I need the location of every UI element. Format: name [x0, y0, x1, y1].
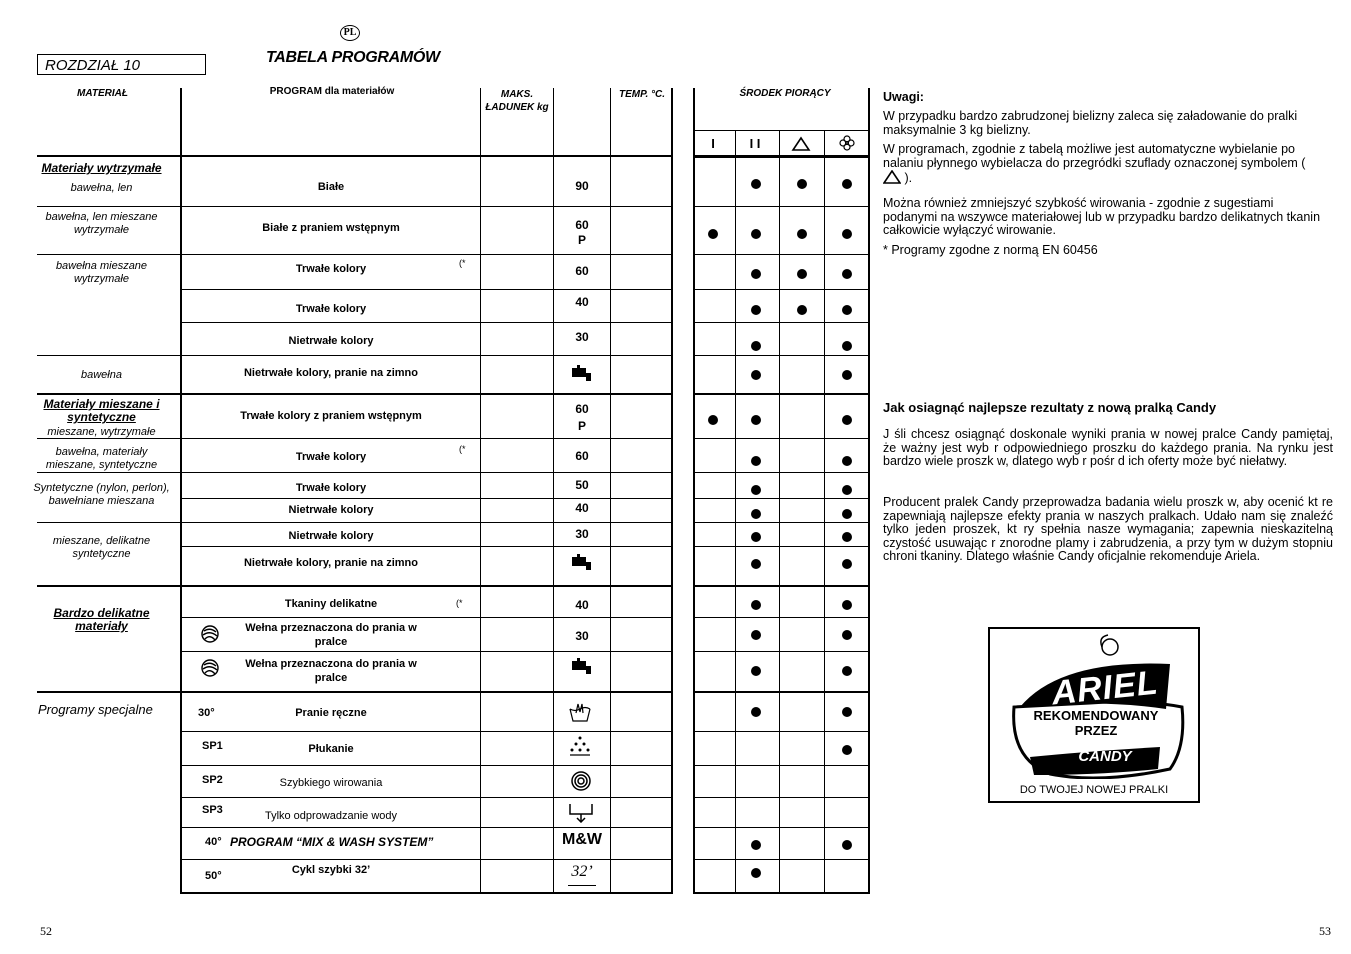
table-rule — [182, 892, 673, 894]
material-label: bawełna — [81, 369, 122, 381]
load-value: 60 P — [575, 218, 589, 247]
table-divider — [480, 88, 481, 894]
table-rule — [37, 522, 673, 523]
load-value: 60 P — [575, 402, 589, 433]
table-rule — [37, 393, 673, 395]
program-name: Nietrwałe kolory, pranie na zimno — [243, 557, 418, 569]
load-value: 30 — [575, 330, 589, 344]
wool-icon — [200, 624, 220, 644]
table-rule — [182, 498, 673, 499]
detergent-dot — [842, 370, 852, 380]
star-note: (* — [459, 258, 466, 268]
program-name: Tkaniny delikatne — [284, 598, 378, 610]
load-value: 40 — [575, 295, 589, 309]
table-rule — [37, 691, 673, 693]
detergent-dot — [842, 745, 852, 755]
table-rule — [37, 355, 673, 356]
page-number-left: 52 — [40, 924, 52, 938]
program-name: Białe z praniem wstępnym — [262, 222, 400, 234]
candy-brand: CANDY — [1078, 748, 1132, 765]
detergent-dot — [842, 532, 852, 542]
material-label: bawełna, len mieszane wytrzymałe — [45, 211, 158, 236]
detergent-dot — [751, 485, 761, 495]
detergent-dot — [751, 269, 761, 279]
ariel-caption: DO TWOJEJ NOWEJ PRALKI — [1019, 784, 1169, 796]
table-rule — [182, 859, 673, 860]
notes-paragraph: W przypadku bardzo zabrudzonej bielizny zaleca się załadowanie do pralki maksymalnie 3 kg bielizny. — [883, 109, 1298, 137]
wool-icon — [200, 658, 220, 678]
detergent-dot — [797, 179, 807, 189]
table-rule — [182, 797, 673, 798]
ariel-recommended: REKOMENDOWANY — [1033, 708, 1159, 723]
table-rule — [182, 289, 673, 290]
program-name: Nietrwałe kolory, pranie na zimno — [243, 367, 418, 379]
detergent-dot — [842, 179, 852, 189]
table-rule — [695, 393, 870, 395]
spin-icon — [570, 770, 592, 792]
table-divider — [779, 130, 780, 894]
cold-water-tap-icon — [571, 553, 595, 573]
program-name: Nietrwałe kolory — [288, 504, 374, 516]
detergent-dot — [842, 456, 852, 466]
table-divider — [695, 157, 870, 158]
table-rule — [695, 498, 870, 499]
material-label: bawełna, len — [70, 182, 133, 194]
notes-paragraph: * Programy zgodne z normą EN 60456 — [883, 243, 1098, 257]
program-name: Wełna przeznaczona do prania w pralce — [245, 622, 417, 648]
detergent-dot — [842, 600, 852, 610]
detergent-dot — [842, 707, 852, 717]
program-name: Trwałe kolory — [295, 451, 367, 463]
table-rule — [695, 765, 870, 766]
table-divider — [610, 88, 611, 894]
material-label: Programy specjalne — [38, 702, 153, 717]
bleach-triangle-icon — [791, 136, 811, 152]
header-material: MATERIAŁ — [77, 88, 128, 99]
star-note: (* — [459, 444, 466, 454]
table-rule — [695, 731, 870, 732]
detergent-dot — [842, 485, 852, 495]
material-label: bawełna, materiały mieszane, syntetyczne — [45, 446, 158, 471]
detergent-dot — [751, 840, 761, 850]
detergent-dot — [751, 559, 761, 569]
table-rule — [695, 859, 870, 860]
load-value: M&W — [562, 831, 602, 848]
table-rule — [695, 892, 870, 894]
ariel-by: PRZEZ — [1074, 723, 1118, 738]
rinse-icon — [569, 735, 591, 759]
table-rule — [695, 651, 870, 652]
load-value: 60 — [575, 449, 589, 463]
material-category: Materiały wytrzymałe — [41, 161, 162, 175]
load-value: 60 — [575, 264, 589, 278]
program-name: Nietrwałe kolory — [288, 335, 374, 347]
table-divider — [693, 88, 695, 894]
program-name: Cykl szybki 32’ — [291, 864, 371, 876]
candy-paragraph: Producent pralek Candy przeprowadza badania wielu proszk w, aby ocenić kt re zapewniają najlepsze efekty prania w naszych pralkach. Udało nam się znaleźć tylko jeden proszek, kt ry spełnia nasze wymagania; zapewnia nieskazitelną czystość usuwając r znorodne plamy i zabrudzenia, a przy tym w dużym stopniu chroni tkaniny. Dlatego właśnie Candy oficjalnie rekomenduje Ariela. — [883, 495, 1333, 563]
table-rule — [695, 617, 870, 618]
program-code: SP3 — [202, 804, 223, 816]
load-value: 90 — [575, 179, 589, 193]
detergent-dot — [842, 630, 852, 640]
detergent-dot — [751, 415, 761, 425]
material-label: Syntetyczne (nylon, perlon), bawełniane mieszana — [33, 482, 170, 507]
material-label: mieszane, wytrzymałe — [47, 426, 156, 438]
program-code: SP2 — [202, 774, 223, 786]
table-divider — [695, 130, 870, 131]
table-rule — [37, 155, 673, 157]
table-rule — [182, 731, 673, 732]
table-divider — [824, 130, 825, 894]
table-rule — [695, 797, 870, 798]
chapter-label: ROZDZIAŁ 10 — [37, 54, 206, 75]
program-name: Pranie ręczne — [295, 707, 367, 719]
header-program: PROGRAM dla materiałów — [269, 86, 395, 97]
table-rule — [182, 651, 673, 652]
material-category: Bardzo delikatne materiały — [53, 606, 150, 633]
table-rule — [695, 522, 870, 523]
table-rule — [182, 765, 673, 766]
detergent-dot — [842, 509, 852, 519]
program-name: Trwałe kolory — [295, 482, 367, 494]
program-name: Trwałe kolory z praniem wstępnym — [240, 410, 422, 422]
header-temp: TEMP. °C. — [618, 89, 666, 100]
language-badge: PL — [340, 25, 360, 41]
program-name: Białe — [317, 181, 345, 193]
material-label: bawełna mieszane wytrzymałe — [55, 260, 148, 285]
table-divider — [671, 88, 673, 894]
program-name: Tylko odprowadzanie wody — [264, 810, 398, 822]
load-value: 50 — [575, 478, 589, 492]
cold-water-tap-icon — [571, 364, 595, 384]
table-divider — [735, 130, 736, 894]
program-name: Płukanie — [308, 743, 354, 755]
hand-wash-icon — [567, 700, 593, 724]
table-rule — [695, 254, 870, 255]
candy-title: Jak osiagnąć najlepsze rezultaty z nową pralką Candy — [883, 400, 1217, 415]
table-rule — [37, 472, 673, 473]
table-rule — [695, 289, 870, 290]
notes-paragraph — [883, 143, 1323, 186]
header-detergent: ŚRODEK PIORĄCY — [739, 88, 831, 99]
notes-text: ). — [904, 171, 913, 185]
table-rule — [695, 322, 870, 323]
page-number-right: 53 — [1319, 924, 1331, 938]
detergent-dot — [842, 415, 852, 425]
drain-icon — [568, 801, 594, 823]
detergent-dot — [751, 630, 761, 640]
notes-text: W programach, zgodnie z tabelą możliwe jest automatyczne wybielanie po nalaniu płynnego wybielacza do przegródki szuflady oznaczonej symbolem ( — [883, 142, 1306, 170]
detergent-dot — [842, 341, 852, 351]
softener-flower-icon — [839, 135, 855, 151]
detergent-dot — [797, 229, 807, 239]
load-value: 40 — [575, 501, 589, 515]
program-name: Trwałe kolory — [295, 263, 367, 275]
table-rule — [37, 254, 673, 255]
program-name: Wełna przeznaczona do prania w pralce — [245, 658, 417, 684]
detergent-col-main: I I — [749, 136, 761, 151]
table-rule — [695, 827, 870, 828]
table-rule — [182, 617, 673, 618]
load-value: 30 — [575, 629, 589, 643]
ariel-brand: ARIEL — [1049, 663, 1161, 713]
detergent-dot — [708, 229, 718, 239]
quick-32-icon: 32’ — [568, 863, 596, 886]
detergent-col-prewash: I — [711, 136, 715, 151]
material-category: Materiały mieszane i syntetyczne — [43, 397, 160, 424]
detergent-dot — [708, 415, 718, 425]
detergent-dot — [751, 179, 761, 189]
load-value: 30 — [575, 527, 589, 541]
table-rule — [695, 546, 870, 547]
material-label: mieszane, delikatne syntetyczne — [52, 535, 151, 560]
notes-title: Uwagi: — [883, 90, 924, 104]
detergent-dot — [751, 666, 761, 676]
table-rule — [695, 155, 870, 157]
detergent-dot — [842, 559, 852, 569]
table-divider — [868, 88, 870, 894]
header-load: MAKS. ŁADUNEK kg — [485, 89, 549, 113]
table-rule — [182, 827, 673, 828]
detergent-dot — [797, 269, 807, 279]
detergent-dot — [751, 229, 761, 239]
table-rule — [37, 585, 673, 587]
detergent-dot — [751, 305, 761, 315]
detergent-dot — [751, 509, 761, 519]
detergent-dot — [797, 305, 807, 315]
detergent-dot — [751, 600, 761, 610]
program-code: 40° — [205, 836, 222, 848]
program-name: PROGRAM “MIX & WASH SYSTEM” — [230, 835, 434, 849]
detergent-dot — [751, 456, 761, 466]
detergent-dot — [842, 269, 852, 279]
notes-paragraph: Można również zmniejszyć szybkość wirowania - zgodnie z sugestiami podanymi na wszywce materiałowej lub w przypadku bardzo delikatnych tkanin całkowicie wyłączyć wirowanie. — [883, 196, 1321, 237]
star-note: (* — [456, 598, 463, 608]
program-code: SP1 — [202, 740, 223, 752]
table-rule — [695, 355, 870, 356]
detergent-dot — [751, 868, 761, 878]
program-code: 50° — [205, 870, 222, 882]
detergent-dot — [842, 229, 852, 239]
detergent-dot — [751, 370, 761, 380]
detergent-dot — [842, 840, 852, 850]
table-rule — [182, 546, 673, 547]
table-rule — [182, 322, 673, 323]
table-rule — [695, 438, 870, 439]
ariel-logo-box — [988, 627, 1200, 803]
program-name: Nietrwałe kolory — [288, 530, 374, 542]
detergent-dot — [751, 341, 761, 351]
detergent-dot — [842, 305, 852, 315]
table-rule — [695, 206, 870, 207]
detergent-dot — [751, 532, 761, 542]
table-rule — [695, 585, 870, 587]
cold-water-tap-icon — [571, 657, 595, 677]
table-rule — [695, 691, 870, 693]
program-name: Trwałe kolory — [295, 303, 367, 315]
table-rule — [37, 206, 673, 207]
program-name: Szybkiego wirowania — [279, 777, 383, 789]
load-value: 40 — [575, 598, 589, 612]
candy-paragraph: J śli chcesz osiągnąć doskonale wyniki prania w nowej pralce Candy pamiętaj, że ważny jest wyb r odpowiedniego proszku do każdego prania. Na rynku jest bardzo wiele proszk w, dlatego wyb r pośr d ich oferty może być niełatwy. — [883, 427, 1333, 468]
detergent-dot — [842, 666, 852, 676]
bleach-triangle-icon — [883, 170, 901, 184]
page-title: TABELA PROGRAMÓW — [266, 49, 440, 66]
detergent-dot — [751, 707, 761, 717]
program-code: 30° — [198, 707, 215, 719]
table-rule — [695, 472, 870, 473]
